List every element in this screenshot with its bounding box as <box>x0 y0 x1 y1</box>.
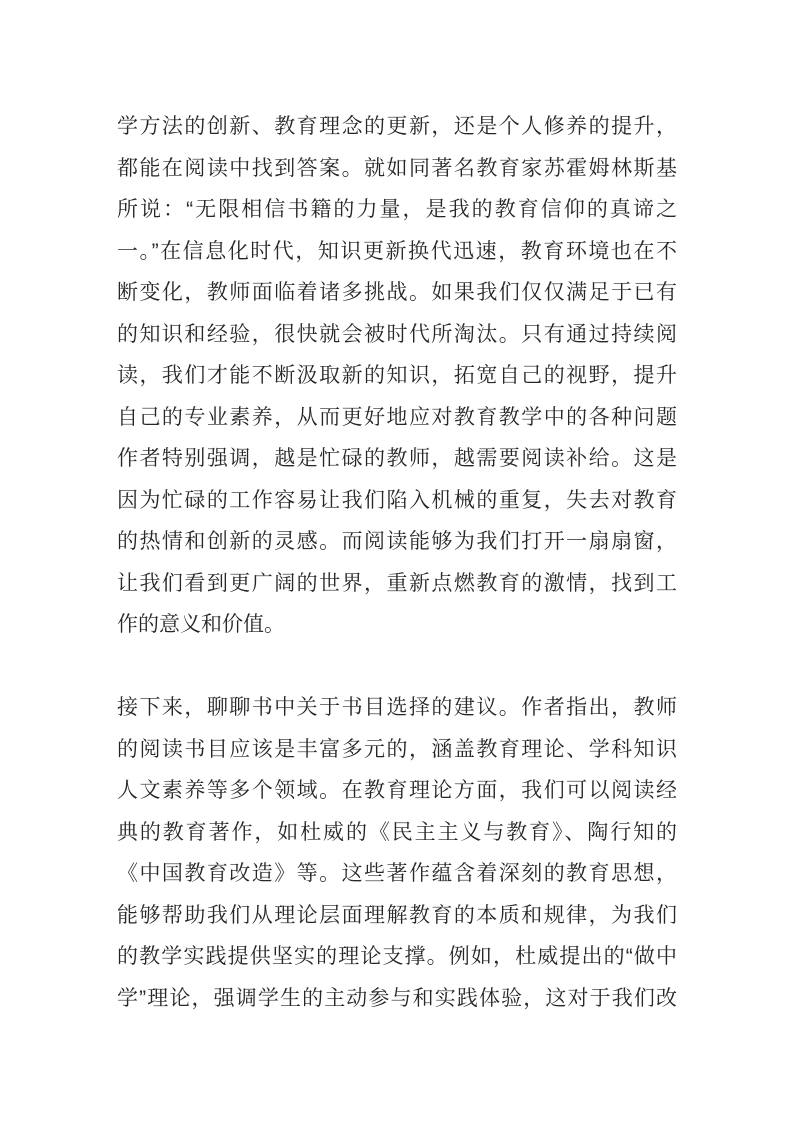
text-line: 《中国教育改造》等。这些著作蕴含着深刻的教育思想， <box>117 862 677 885</box>
text-content <box>117 106 677 1019</box>
text-line: 的知识和经验，很快就会被时代所淘汰。只有通过持续阅 <box>117 322 677 346</box>
text-line: 作的意义和价值。 <box>117 613 285 636</box>
paragraph <box>117 687 677 1019</box>
text-line: 能够帮助我们从理论层面理解教育的本质和规律，为我们 <box>117 903 677 927</box>
text-line: 所说：“无限相信书籍的力量，是我的教育信仰的真谛之 <box>117 198 677 221</box>
text-line: 的阅读书目应该是丰富多元的，涵盖教育理论、学科知识 <box>117 737 677 761</box>
text-line: 都能在阅读中找到答案。就如同著名教育家苏霍姆林斯基 <box>117 156 677 180</box>
text-line: 读，我们才能不断汲取新的知识，拓宽自己的视野，提升 <box>117 364 677 387</box>
text-line: 人文素养等多个领域。在教育理论方面，我们可以阅读经 <box>117 779 677 802</box>
text-line: 断变化，教师面临着诸多挑战。如果我们仅仅满足于已有 <box>117 281 677 304</box>
text-line: 接下来，聊聊书中关于书目选择的建议。作者指出，教师 <box>117 696 677 719</box>
text-line: 因为忙碌的工作容易让我们陷入机械的重复，失去对教育 <box>117 488 677 512</box>
text-line: 自己的专业素养，从而更好地应对教育教学中的各种问题 <box>117 405 677 429</box>
text-line: 学方法的创新、教育理念的更新，还是个人修养的提升， <box>117 115 677 138</box>
text-line: 让我们看到更广阔的世界，重新点燃教育的激情，找到工 <box>117 571 677 595</box>
text-line: 典的教育著作，如杜威的《民主主义与教育》、陶行知的 <box>117 820 677 844</box>
text-line: 作者特别强调，越是忙碌的教师，越需要阅读补给。这是 <box>117 447 677 470</box>
text-line: 的热情和创新的灵感。而阅读能够为我们打开一扇扇窗， <box>117 530 677 553</box>
text-line: 学”理论，强调学生的主动参与和实践体验，这对于我们改 <box>117 986 677 1010</box>
paragraph <box>117 106 677 646</box>
text-line: 的教学实践提供坚实的理论支撑。例如，杜威提出的“做中 <box>117 945 677 968</box>
text-line: 一。”在信息化时代，知识更新换代迅速，教育环境也在不 <box>117 239 677 263</box>
